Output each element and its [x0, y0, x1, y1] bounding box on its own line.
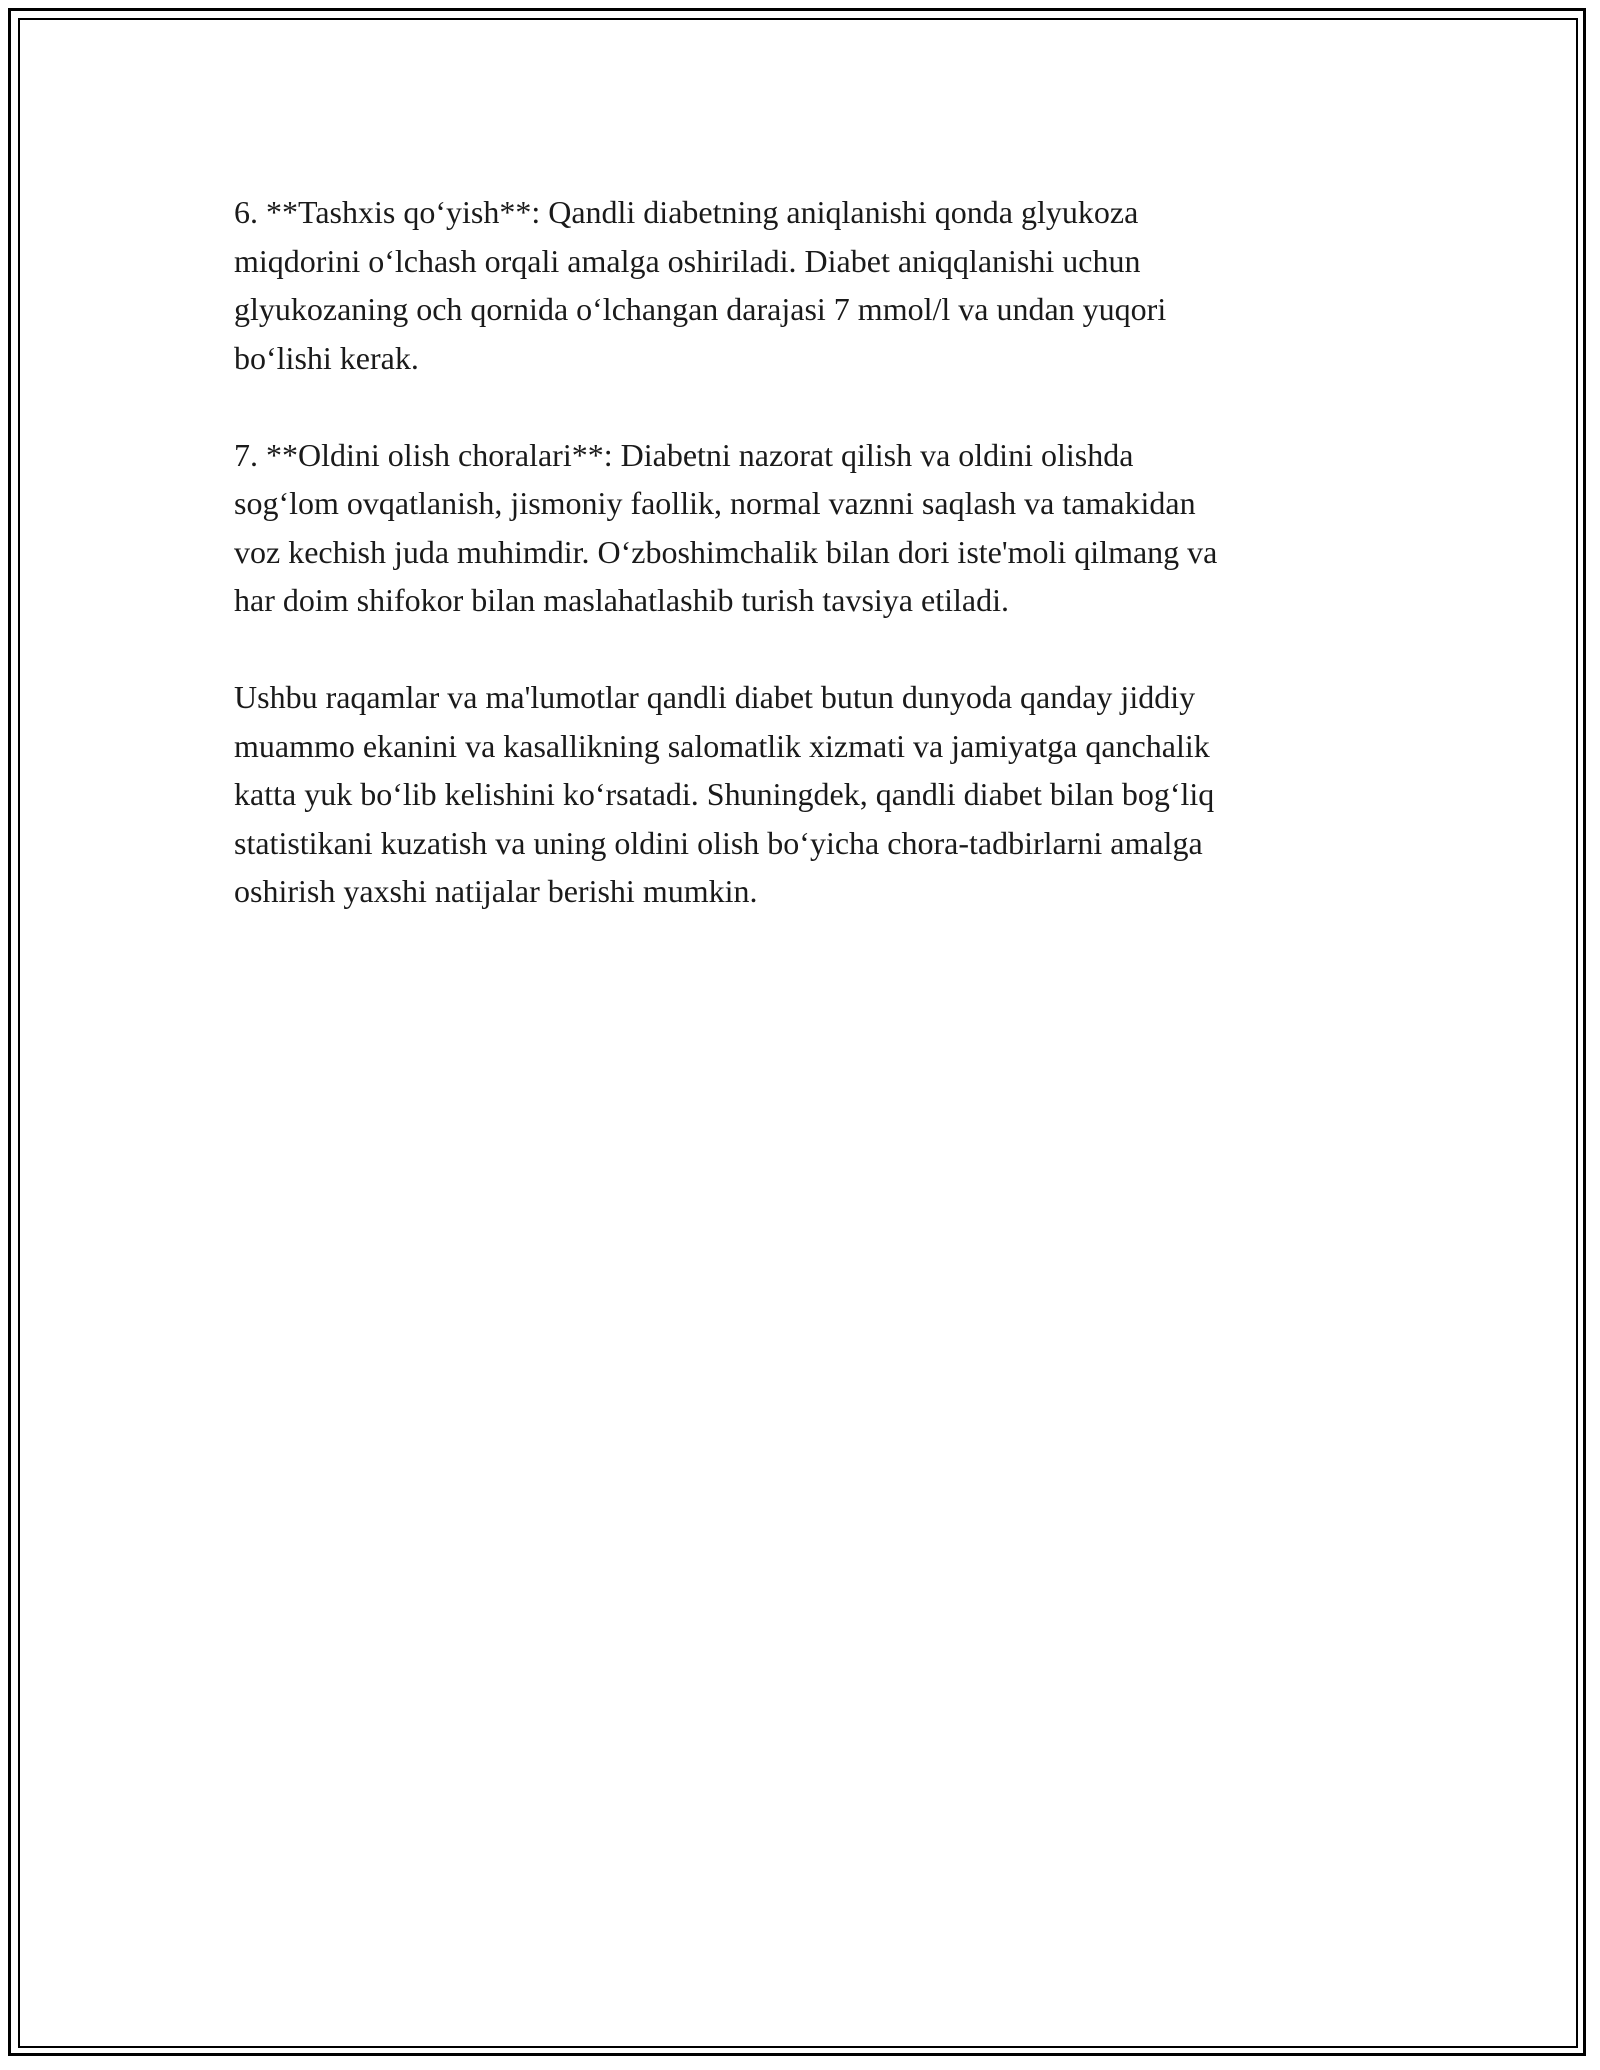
text-line: glyukozaning och qornida o‘lchangan darajasi 7 mmol/l va undan yuqori — [234, 291, 1167, 327]
text-line: 7. **Oldini olish choralari**: Diabetni nazorat qilish va oldini olishda — [234, 436, 1134, 473]
text-line: bo‘lishi kerak. — [234, 339, 419, 376]
text-line: Ushbu raqamlar va ma'lumotlar qandli diabet butun dunyoda qanday jiddiy — [234, 679, 1196, 715]
paragraph-diagnosis — [234, 188, 1374, 382]
text-line: oshirish yaxshi natijalar berishi mumkin. — [234, 873, 758, 909]
text-line: voz kechish juda muhimdir. O‘zboshimchalik bilan dori iste'moli qilmang va — [234, 533, 1218, 570]
document-body — [234, 188, 1374, 964]
paragraph-prevention — [234, 431, 1374, 625]
text-line: muammo ekanini va kasallikning salomatlik xizmati va jamiyatga qanchalik — [234, 727, 1210, 764]
text-line: statistikani kuzatish va uning oldini olish bo‘yicha chora-tadbirlarni amalga — [234, 824, 1203, 861]
text-line: katta yuk bo‘lib kelishini ko‘rsatadi. Shuningdek, qandli diabet bilan bog‘liq — [234, 776, 1215, 812]
text-line: har doim shifokor bilan maslahatlashib turish tavsiya etiladi. — [234, 582, 1009, 618]
text-line: 6. **Tashxis qo‘yish**: Qandli diabetning aniqlanishi qonda glyukoza — [234, 194, 1139, 230]
text-line: sog‘lom ovqatlanish, jismoniy faollik, normal vaznni saqlash va tamakidan — [234, 485, 1196, 521]
text-line: miqdorini o‘lchash orqali amalga oshiriladi. Diabet aniqqlanishi uchun — [234, 242, 1141, 279]
paragraph-conclusion — [234, 673, 1374, 916]
